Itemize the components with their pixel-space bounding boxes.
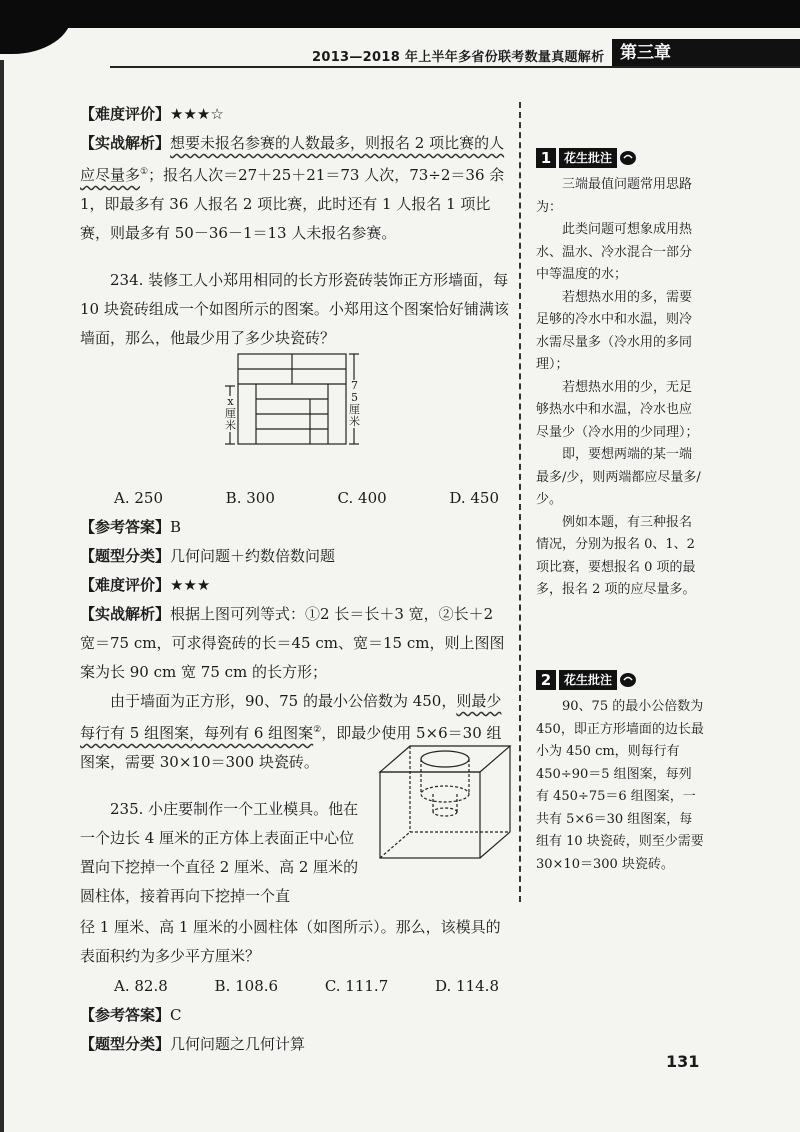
note-badge	[536, 146, 704, 170]
question-234-options	[80, 483, 499, 513]
option-a: A. 250	[114, 489, 163, 507]
difficulty-stars: ★★★	[170, 576, 211, 594]
question-235-options	[80, 971, 499, 1001]
analysis-text: ；报名人次＝27＋25＋21＝73 人次，73÷2＝36 余 1，即最多有 36 人报名 2 项比赛，此时还有 1 人报名 1 项比赛，则最多有 50－36－1＝13 人未报名参赛。	[80, 166, 505, 242]
running-header-title: 2013—2018 年上半年多省份联考数量真题解析	[312, 50, 605, 65]
difficulty-label: 【难度评价】	[80, 576, 171, 594]
annotation-mark-1: ①	[140, 167, 149, 177]
analysis-text: 由于墙面为正方形，90、75 的最小公倍数为 450，	[110, 692, 457, 710]
top-corner-curve	[0, 0, 72, 54]
figure-left-label: x厘米	[225, 395, 236, 432]
page-number: 131	[666, 1052, 700, 1071]
option-c: C. 400	[337, 489, 387, 507]
type-value: 几何问题＋约数倍数问题	[170, 547, 336, 565]
sidebar-note-2	[536, 668, 704, 876]
option-b: B. 300	[225, 489, 275, 507]
answer-label: 【参考答案】	[80, 518, 171, 536]
note-para: 即，要想两端的某一端最多/少，则两端都应尽量多/少。	[536, 447, 701, 507]
analysis-text: ，即最少使用 5×6＝30 组图案，需要 30×10＝300 块瓷砖。	[80, 724, 502, 771]
option-d: D. 450	[449, 489, 499, 507]
peanut-icon	[619, 150, 637, 166]
question-235-stem-cont: 径 1 厘米、高 1 厘米的小圆柱体（如图所示）。那么，该模具的表面积约为多少平方厘米？	[80, 918, 501, 965]
option-a: A. 82.8	[114, 977, 168, 995]
chapter-tab: 第三章	[612, 39, 800, 67]
difficulty-label: 【难度评价】	[80, 105, 171, 123]
tile-pattern-figure	[222, 352, 362, 452]
note-para: 若想热水用的少，无足够热水中和水温，冷水也应尽量少（冷水用的少同理）；	[536, 379, 699, 440]
analysis-emphasis: 想要未报名参赛的人数最多，则报名 2 项比赛的人应尽量多	[80, 134, 505, 184]
question-235-stem: 235. 小庄要制作一个工业模具。他在一个边长 4 厘米的正方体上表面正中心位置向下挖掉一个直径 2 厘米、高 2 厘米的圆柱体，接着再向下挖掉一个直	[80, 800, 359, 905]
annotation-mark-2: ②	[313, 725, 322, 735]
note-para: 此类问题可想象成用热水、温水、冷水混合一部分中等温度的水；	[536, 222, 693, 282]
sidebar-note-1	[536, 146, 704, 602]
answer-value: B	[170, 518, 182, 536]
top-black-band	[0, 0, 800, 28]
type-label: 【题型分类】	[80, 547, 171, 565]
note-number: 2	[536, 670, 556, 690]
column-separator	[519, 102, 521, 902]
note-para: 三端最值问题常用思路为：	[536, 177, 693, 215]
note-para: 90、75 的最小公倍数为 450，即正方形墙面的边长最小为 450 cm，则每行有 450÷90＝5 组图案，每列有 450÷75＝6 组图案，一共有 5×6＝30 组图案，每组有 10 块瓷砖，则至少需要 30×10＝300 块瓷砖。	[536, 699, 704, 872]
analysis-label: 【实战解析】	[80, 134, 171, 152]
answer-value: C	[170, 1006, 182, 1024]
note-number: 1	[536, 148, 556, 168]
type-value: 几何问题之几何计算	[170, 1035, 306, 1053]
header-rule	[110, 66, 800, 68]
difficulty-stars: ★★★☆	[170, 105, 224, 123]
analysis-text: 根据上图可列等式：①2 长＝长＋3 宽，②长＋2 宽＝75 cm，可求得瓷砖的长＝45 cm、宽＝15 cm，则上图图案为长 90 cm 宽 75 cm 的长方形；	[80, 605, 505, 681]
note-para: 若想热水用的多，需要足够的冷水中和水温，则冷水需尽量多（冷水用的多同理）；	[536, 289, 693, 372]
main-column	[80, 100, 512, 1059]
peanut-icon	[619, 672, 637, 688]
analysis-emphasis: 则最少每行有 5 组图案，每列有 6 组图案	[80, 692, 502, 742]
option-b: B. 108.6	[214, 977, 279, 995]
page-left-edge	[0, 60, 4, 1132]
type-label: 【题型分类】	[80, 1035, 171, 1053]
answer-label: 【参考答案】	[80, 1006, 171, 1024]
option-c: C. 111.7	[324, 977, 389, 995]
cube-figure	[376, 742, 516, 862]
note-title: 花生批注	[559, 670, 617, 690]
note-para: 例如本题，有三种报名情况，分别为报名 0、1、2 项比赛，要想报名 0 项的最多，报名 2 项的应尽量多。	[536, 514, 696, 597]
option-d: D. 114.8	[435, 977, 499, 995]
note-badge	[536, 668, 704, 692]
figure-right-label: 75厘米	[349, 379, 360, 428]
analysis-label: 【实战解析】	[80, 605, 171, 623]
question-234-stem: 234. 装修工人小郑用相同的长方形瓷砖装饰正方形墙面，每 10 块瓷砖组成一个如图所示的图案。小郑用这个图案恰好铺满该墙面，那么，他最少用了多少块瓷砖？	[80, 271, 509, 347]
note-title: 花生批注	[559, 148, 617, 168]
